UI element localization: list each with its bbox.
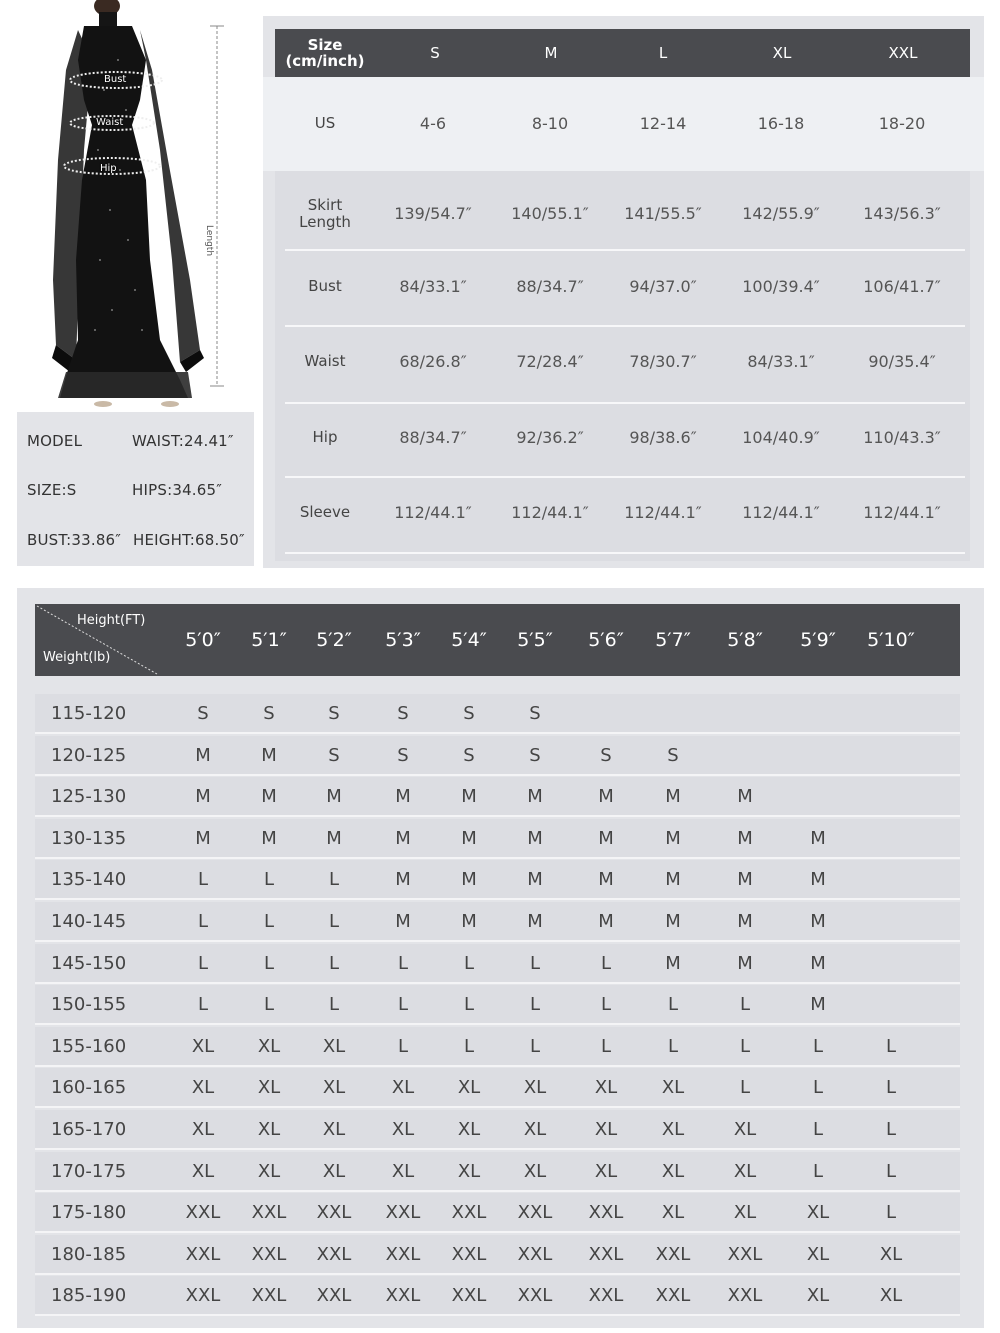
- length-label: Length: [204, 225, 214, 257]
- size-recommendation-cell: XL: [457, 1119, 481, 1140]
- size-recommendation-cell: XL: [257, 1077, 281, 1099]
- size-recommendation-cell: XL: [594, 1119, 618, 1140]
- size-recommendation-cell: M: [665, 869, 681, 891]
- model-size: SIZE:S: [27, 481, 77, 499]
- size-cell: 104/40.9″: [742, 428, 820, 447]
- size-recommendation-cell: XL: [594, 1160, 618, 1182]
- weight-range: 135-140: [51, 869, 127, 891]
- size-cell: 142/55.9″: [742, 204, 820, 223]
- size-recommendation-cell: XL: [879, 1243, 903, 1265]
- size-recommendation-cell: L: [529, 952, 541, 974]
- size-cell: 78/30.7″: [629, 352, 697, 371]
- size-recommendation-cell: M: [261, 786, 277, 808]
- table-row: [35, 1068, 960, 1108]
- weight-range: 150-155: [51, 994, 127, 1016]
- weight-range: 185-190: [51, 1285, 127, 1307]
- size-recommendation-cell: L: [328, 994, 340, 1016]
- size-recommendation-cell: S: [397, 703, 409, 724]
- size-cell: 106/41.7″: [863, 277, 941, 296]
- size-recommendation-cell: M: [665, 952, 681, 974]
- weight-range: 130-135: [51, 827, 127, 849]
- size-cell: 16-18: [757, 114, 805, 133]
- height-col-2: 5′2″: [316, 629, 352, 651]
- size-row-label-us: US: [314, 114, 336, 132]
- hip-label: Hip: [100, 163, 117, 174]
- size-recommendation-cell: L: [667, 994, 679, 1016]
- size-recommendation-cell: XXL: [588, 1243, 624, 1265]
- size-recommendation-cell: M: [395, 869, 411, 891]
- size-cell: 141/55.5″: [624, 204, 702, 223]
- height-col-8: 5′8″: [727, 629, 763, 651]
- size-recommendation-cell: M: [261, 744, 277, 766]
- size-row-label-waist: Waist: [304, 352, 346, 370]
- height-col-1: 5′1″: [251, 629, 287, 651]
- size-recommendation-cell: XXL: [316, 1285, 352, 1307]
- size-recommendation-cell: L: [463, 1035, 475, 1057]
- table-row: [35, 777, 960, 817]
- size-recommendation-cell: XXL: [655, 1285, 691, 1307]
- size-recommendation-cell: M: [195, 744, 211, 766]
- size-recommendation-cell: XXL: [588, 1285, 624, 1307]
- size-recommendation-cell: XL: [879, 1285, 903, 1307]
- height-col-3: 5′3″: [385, 629, 421, 651]
- size-recommendation-cell: M: [461, 827, 477, 849]
- size-recommendation-cell: XXL: [385, 1243, 421, 1265]
- size-recommendation-cell: XL: [661, 1119, 685, 1140]
- size-recommendation-cell: L: [263, 869, 275, 891]
- size-recommendation-cell: XL: [806, 1202, 830, 1224]
- size-recommendation-cell: M: [737, 786, 753, 808]
- size-col-m: M: [544, 44, 558, 62]
- size-recommendation-cell: XXL: [185, 1202, 221, 1224]
- height-col-9: 5′9″: [800, 629, 836, 651]
- size-recommendation-cell: L: [739, 1077, 751, 1099]
- height-col-4: 5′4″: [451, 629, 487, 651]
- table-row: [35, 736, 960, 776]
- size-cell: 94/37.0″: [629, 277, 697, 296]
- size-recommendation-cell: XL: [322, 1119, 346, 1140]
- size-cell: 112/44.1″: [511, 503, 589, 522]
- size-recommendation-cell: L: [463, 952, 475, 974]
- size-recommendation-cell: XL: [391, 1119, 415, 1140]
- size-recommendation-cell: M: [527, 869, 543, 891]
- size-recommendation-cell: L: [328, 869, 340, 891]
- size-recommendation-cell: M: [395, 786, 411, 808]
- size-recommendation-cell: L: [667, 1035, 679, 1057]
- size-recommendation-cell: M: [195, 786, 211, 808]
- size-recommendation-cell: M: [461, 911, 477, 932]
- size-cell: 112/44.1″: [863, 503, 941, 522]
- size-recommendation-cell: XXL: [385, 1202, 421, 1224]
- size-recommendation-cell: L: [397, 1035, 409, 1057]
- size-recommendation-cell: XL: [661, 1077, 685, 1099]
- size-recommendation-cell: XL: [391, 1160, 415, 1182]
- weight-range: 120-125: [51, 744, 127, 766]
- size-recommendation-cell: XL: [594, 1077, 618, 1099]
- height-col-5: 5′5″: [517, 629, 553, 651]
- size-col-xxl: XXL: [888, 44, 918, 62]
- size-recommendation-cell: M: [395, 911, 411, 932]
- size-recommendation-cell: XXL: [517, 1285, 553, 1307]
- size-cell: 88/34.7″: [516, 277, 584, 296]
- size-cell: 143/56.3″: [863, 204, 941, 223]
- size-cell: 110/43.3″: [863, 428, 941, 447]
- weight-range: 170-175: [51, 1160, 127, 1182]
- size-cell: 18-20: [878, 114, 926, 133]
- bust-label: Bust: [104, 74, 127, 85]
- table-row: [35, 1276, 960, 1316]
- size-recommendation-cell: L: [529, 994, 541, 1016]
- size-recommendation-cell: L: [739, 1035, 751, 1057]
- size-cell: 112/44.1″: [742, 503, 820, 522]
- size-cell: 100/39.4″: [742, 277, 820, 296]
- table-row: [35, 694, 960, 734]
- size-recommendation-cell: S: [529, 744, 541, 766]
- size-recommendation-cell: S: [263, 703, 275, 724]
- size-recommendation-cell: M: [665, 827, 681, 849]
- size-recommendation-cell: L: [197, 869, 209, 891]
- size-cell: 92/36.2″: [516, 428, 584, 447]
- size-cell: 84/33.1″: [399, 277, 467, 296]
- weight-range: 140-145: [51, 911, 127, 932]
- model-info-box: [17, 412, 254, 566]
- dress-figure-image: [0, 0, 262, 408]
- size-recommendation-cell: S: [328, 703, 340, 724]
- weight-range: 155-160: [51, 1035, 127, 1057]
- size-recommendation-cell: XL: [257, 1119, 281, 1140]
- size-recommendation-cell: M: [326, 827, 342, 849]
- table-row: [35, 860, 960, 900]
- size-recommendation-cell: M: [598, 786, 614, 808]
- size-cell: 68/26.8″: [399, 352, 467, 371]
- size-recommendation-cell: M: [737, 869, 753, 891]
- size-recommendation-cell: M: [737, 827, 753, 849]
- row-separator: [285, 552, 965, 554]
- size-recommendation-cell: M: [461, 869, 477, 891]
- size-cell: 8-10: [531, 114, 569, 133]
- size-recommendation-cell: S: [397, 744, 409, 766]
- size-cell: 90/35.4″: [868, 352, 936, 371]
- size-recommendation-cell: L: [197, 994, 209, 1016]
- size-row-label-sleeve: Sleeve: [299, 503, 351, 521]
- size-recommendation-cell: XL: [191, 1077, 215, 1099]
- size-row-label-bust: Bust: [308, 277, 342, 295]
- row-separator: [285, 249, 965, 251]
- size-header-line2: (cm/inch): [285, 52, 365, 70]
- size-recommendation-cell: XL: [257, 1160, 281, 1182]
- table-row: [35, 944, 960, 984]
- size-recommendation-cell: XL: [523, 1077, 547, 1099]
- size-cell: 112/44.1″: [624, 503, 702, 522]
- table-row: [35, 902, 960, 942]
- size-recommendation-cell: M: [810, 869, 826, 891]
- size-recommendation-cell: M: [665, 911, 681, 932]
- weight-range: 115-120: [51, 703, 127, 724]
- size-recommendation-cell: XL: [322, 1077, 346, 1099]
- size-recommendation-cell: XL: [523, 1160, 547, 1182]
- size-recommendation-cell: L: [739, 994, 751, 1016]
- size-recommendation-cell: M: [810, 827, 826, 849]
- size-recommendation-cell: M: [527, 827, 543, 849]
- size-header-title: [275, 29, 375, 77]
- size-recommendation-cell: XXL: [185, 1285, 221, 1307]
- size-recommendation-cell: S: [529, 703, 541, 724]
- row-separator: [285, 402, 965, 404]
- size-recommendation-cell: XXL: [517, 1243, 553, 1265]
- row-label-line1: Skirt: [307, 196, 343, 214]
- size-recommendation-cell: XXL: [727, 1243, 763, 1265]
- size-recommendation-cell: M: [737, 952, 753, 974]
- size-recommendation-cell: S: [463, 703, 475, 724]
- size-recommendation-cell: M: [598, 911, 614, 932]
- size-header-line1: Size: [307, 36, 343, 54]
- weight-range: 165-170: [51, 1119, 127, 1140]
- size-recommendation-cell: XL: [806, 1285, 830, 1307]
- size-recommendation-cell: M: [810, 994, 826, 1016]
- weight-range: 125-130: [51, 786, 127, 808]
- size-recommendation-cell: XXL: [655, 1243, 691, 1265]
- size-recommendation-cell: M: [527, 911, 543, 932]
- model-height: HEIGHT:68.50″: [133, 531, 245, 549]
- corner-weight-label: Weight(lb): [43, 650, 111, 665]
- size-cell: 98/38.6″: [629, 428, 697, 447]
- size-cell: 12-14: [639, 114, 687, 133]
- size-recommendation-cell: M: [598, 869, 614, 891]
- size-recommendation-cell: M: [326, 786, 342, 808]
- size-recommendation-cell: XL: [661, 1202, 685, 1224]
- row-label-line2: Length: [299, 213, 351, 231]
- size-recommendation-cell: XL: [191, 1160, 215, 1182]
- size-cell: 4-6: [419, 114, 447, 133]
- size-recommendation-cell: XL: [457, 1077, 481, 1099]
- size-recommendation-cell: XXL: [385, 1285, 421, 1307]
- size-recommendation-cell: XL: [322, 1160, 346, 1182]
- size-recommendation-cell: XXL: [316, 1202, 352, 1224]
- model-waist: WAIST:24.41″: [132, 432, 234, 450]
- weight-range: 160-165: [51, 1077, 127, 1099]
- size-recommendation-cell: XXL: [251, 1285, 287, 1307]
- size-recommendation-cell: L: [197, 952, 209, 974]
- size-recommendation-cell: XXL: [451, 1285, 487, 1307]
- size-recommendation-cell: L: [812, 1160, 824, 1182]
- weight-range: 175-180: [51, 1202, 127, 1224]
- size-recommendation-cell: S: [463, 744, 475, 766]
- size-chart-header: [275, 29, 970, 77]
- size-recommendation-cell: XL: [391, 1077, 415, 1099]
- size-recommendation-cell: XL: [733, 1202, 757, 1224]
- size-recommendation-chart: [17, 588, 984, 1328]
- size-cell: 72/28.4″: [516, 352, 584, 371]
- size-recommendation-cell: XL: [191, 1119, 215, 1140]
- size-recommendation-cell: M: [665, 786, 681, 808]
- size-recommendation-cell: M: [395, 827, 411, 849]
- size-recommendation-cell: M: [461, 786, 477, 808]
- size-recommendation-cell: XL: [806, 1243, 830, 1265]
- size-recommendation-cell: M: [195, 827, 211, 849]
- size-cell: 84/33.1″: [747, 352, 815, 371]
- size-recommendation-cell: L: [328, 911, 340, 932]
- size-recommendation-cell: XL: [661, 1160, 685, 1182]
- size-recommendation-cell: L: [197, 911, 209, 932]
- size-recommendation-cell: L: [885, 1077, 897, 1099]
- size-recommendation-cell: L: [885, 1160, 897, 1182]
- size-recommendation-cell: M: [810, 911, 826, 932]
- row-separator: [285, 325, 965, 327]
- size-recommendation-cell: XL: [523, 1119, 547, 1140]
- size-recommendation-cell: XL: [733, 1119, 757, 1140]
- size-recommendation-cell: S: [328, 744, 340, 766]
- size-recommendation-cell: L: [885, 1119, 897, 1140]
- table-row: [35, 985, 960, 1025]
- size-recommendation-cell: S: [600, 744, 612, 766]
- waist-label: Waist: [96, 117, 124, 128]
- size-col-s: S: [430, 44, 440, 62]
- recommendation-header: [35, 604, 960, 676]
- size-recommendation-cell: L: [263, 994, 275, 1016]
- corner-height-label: Height(FT): [77, 613, 146, 628]
- table-row: [35, 1193, 960, 1233]
- dress-illustration: [0, 0, 262, 408]
- size-recommendation-cell: XXL: [251, 1243, 287, 1265]
- height-col-10: 5′10″: [867, 629, 915, 651]
- size-recommendation-cell: L: [263, 911, 275, 932]
- size-recommendation-cell: XL: [257, 1035, 281, 1057]
- size-recommendation-cell: L: [600, 952, 612, 974]
- size-col-l: L: [658, 44, 668, 62]
- size-recommendation-cell: S: [667, 744, 679, 766]
- size-recommendation-cell: M: [527, 786, 543, 808]
- model-title: MODEL: [27, 432, 83, 450]
- size-cell: 140/55.1″: [511, 204, 589, 223]
- table-row: [35, 1152, 960, 1192]
- size-recommendation-cell: L: [885, 1035, 897, 1057]
- row-separator: [285, 476, 965, 478]
- size-recommendation-cell: XXL: [588, 1202, 624, 1224]
- size-recommendation-cell: XXL: [451, 1202, 487, 1224]
- size-recommendation-cell: L: [463, 994, 475, 1016]
- table-row: [35, 1110, 960, 1150]
- size-recommendation-cell: S: [197, 703, 209, 724]
- size-recommendation-cell: XXL: [316, 1243, 352, 1265]
- size-recommendation-cell: L: [397, 952, 409, 974]
- model-bust: BUST:33.86″: [27, 531, 122, 549]
- size-row-label-skirt-length: [285, 197, 365, 231]
- size-recommendation-cell: M: [737, 911, 753, 932]
- size-row-label-hip: Hip: [312, 428, 338, 446]
- size-recommendation-cell: XL: [191, 1035, 215, 1057]
- size-recommendation-cell: XL: [457, 1160, 481, 1182]
- size-recommendation-cell: XL: [322, 1035, 346, 1057]
- height-col-0: 5′0″: [185, 629, 221, 651]
- size-recommendation-cell: L: [600, 994, 612, 1016]
- height-col-7: 5′7″: [655, 629, 691, 651]
- table-row: [35, 819, 960, 859]
- size-recommendation-cell: XL: [733, 1160, 757, 1182]
- model-hips: HIPS:34.65″: [132, 481, 223, 499]
- size-cell: 139/54.7″: [394, 204, 472, 223]
- size-chart: [263, 16, 984, 568]
- size-recommendation-cell: XXL: [251, 1202, 287, 1224]
- size-recommendation-cell: M: [810, 952, 826, 974]
- size-recommendation-cell: L: [328, 952, 340, 974]
- table-row: [35, 1027, 960, 1067]
- size-recommendation-cell: L: [812, 1077, 824, 1099]
- table-row: [35, 1235, 960, 1275]
- size-recommendation-cell: XXL: [451, 1243, 487, 1265]
- size-recommendation-cell: XXL: [727, 1285, 763, 1307]
- size-recommendation-cell: XXL: [185, 1243, 221, 1265]
- size-recommendation-cell: L: [529, 1035, 541, 1057]
- size-recommendation-cell: L: [600, 1035, 612, 1057]
- size-recommendation-cell: L: [397, 994, 409, 1016]
- size-recommendation-cell: XXL: [517, 1202, 553, 1224]
- weight-range: 180-185: [51, 1243, 127, 1265]
- size-recommendation-cell: M: [261, 827, 277, 849]
- size-recommendation-cell: L: [263, 952, 275, 974]
- weight-range: 145-150: [51, 952, 127, 974]
- size-cell: 88/34.7″: [399, 428, 467, 447]
- size-recommendation-cell: L: [812, 1035, 824, 1057]
- height-col-6: 5′6″: [588, 629, 624, 651]
- size-col-xl: XL: [772, 44, 792, 62]
- size-cell: 112/44.1″: [394, 503, 472, 522]
- size-recommendation-cell: M: [598, 827, 614, 849]
- size-recommendation-cell: L: [885, 1202, 897, 1224]
- size-recommendation-cell: L: [812, 1119, 824, 1140]
